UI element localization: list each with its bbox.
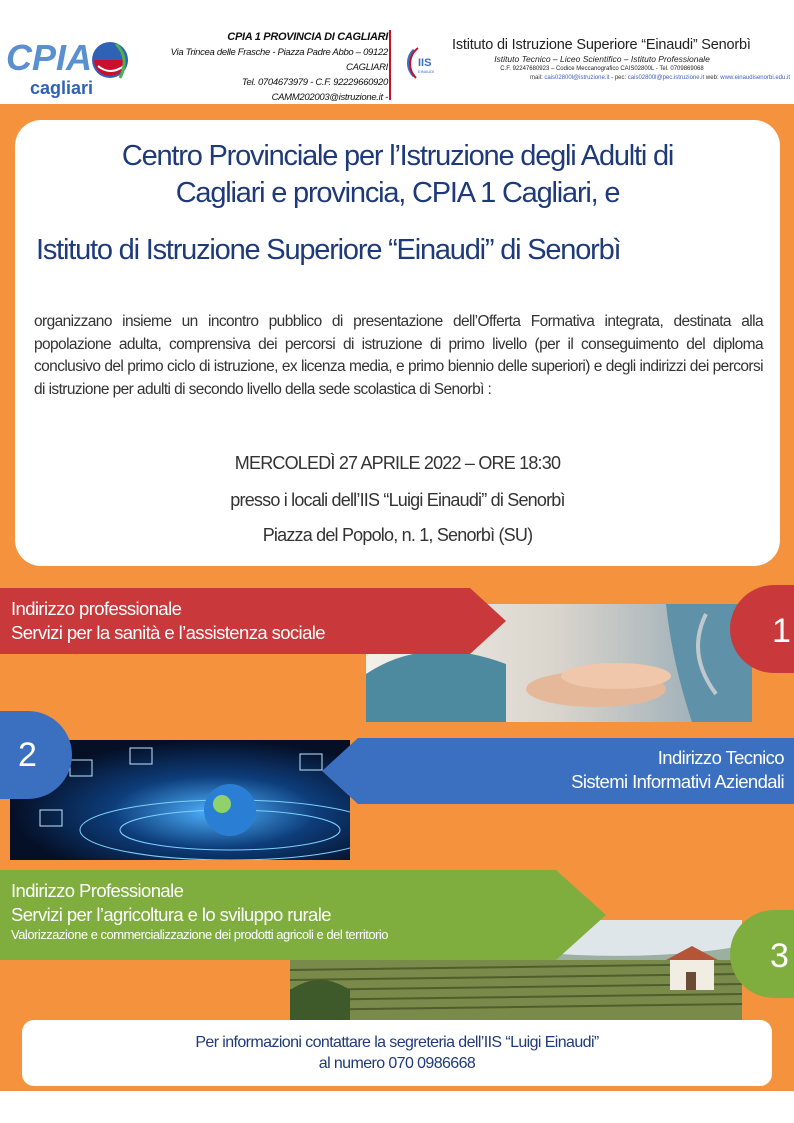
iis-contact-block bbox=[452, 36, 792, 98]
track-2-number: 2 bbox=[18, 735, 37, 774]
cpia-divider bbox=[389, 30, 391, 100]
track-3-number: 3 bbox=[770, 936, 789, 975]
track-1-title: Indirizzo professionale bbox=[11, 598, 182, 619]
cpia-address: Via Trincea delle Frasche - Piazza Padre Abbo – 09122 CAGLIARI bbox=[170, 47, 388, 73]
cpia-contact-block bbox=[148, 30, 388, 103]
track-2-text bbox=[571, 746, 784, 794]
track-1-text bbox=[11, 597, 325, 645]
event-place: presso i locali dell’IIS “Luigi Einaudi” di Senorbì bbox=[230, 490, 565, 510]
iis-subtitle: Istituto Tecnico – Liceo Scientifico – Istituto Professionale bbox=[494, 54, 710, 64]
footer-info bbox=[22, 1032, 772, 1074]
page-title-line3: Istituto di Istruzione Superiore “Einaudi” di Senorbì bbox=[36, 234, 621, 266]
page-title: Centro Provinciale per l’Istruzione degli Adulti di Cagliari e provincia, CPIA 1 Cagliari, e bbox=[121, 140, 674, 209]
track-3-text bbox=[11, 879, 388, 943]
track-1-number: 1 bbox=[772, 611, 791, 650]
track-1-subtitle: Servizi per la sanità e l’assistenza sociale bbox=[11, 622, 325, 643]
iis-pec-link[interactable]: cais02800l@pec.istruzione.it bbox=[627, 75, 705, 81]
header bbox=[0, 0, 794, 104]
iis-logo bbox=[404, 40, 450, 86]
cpia-email: CAMM202003@istruzione.it - bbox=[271, 92, 388, 103]
track-2-subtitle: Sistemi Informativi Aziendali bbox=[571, 771, 784, 792]
track-3-detail: Valorizzazione e commercializzazione dei prodotti agricoli e del territorio bbox=[11, 927, 389, 942]
svg-text:IIS: IIS bbox=[418, 57, 432, 69]
svg-text:cagliari: cagliari bbox=[30, 78, 94, 98]
cpia-logo bbox=[4, 30, 136, 100]
event-date: MERCOLEDÌ 27 APRILE 2022 – ORE 18:30 bbox=[234, 453, 561, 473]
cpia-phone: Tel. 0704673979 - C.F. 92229660920 bbox=[241, 77, 388, 88]
iis-email-link[interactable]: cais02800l@istruzione.it bbox=[544, 75, 610, 81]
footer-phone: al numero 070 0986668 bbox=[318, 1055, 476, 1072]
event-address: Piazza del Popolo, n. 1, Senorbì (SU) bbox=[262, 525, 533, 545]
track-3-title: Indirizzo Professionale bbox=[11, 880, 184, 901]
track-3-subtitle: Servizi per l’agricoltura e lo sviluppo rurale bbox=[11, 904, 331, 925]
iis-title: Istituto di Istruzione Superiore “Einaudi” Senorbì bbox=[452, 37, 751, 53]
track-2-title: Indirizzo Tecnico bbox=[657, 747, 784, 768]
svg-text:EINAUDI: EINAUDI bbox=[418, 69, 435, 74]
intro-paragraph: organizzano insieme un incontro pubblico di presentazione dell’Offerta Formativa integrata, destinata alla popolazione adulta, comprensiva dei percorsi di istruzione di primo livello (per il conseguimento del diploma conclusivo del primo ciclo di istruzione, ex licenza media, e primo biennio delle superiori) e degli indirizzi dei percorsi di istruzione per adulti di secondo livello della sede scolastica di Senorbì : bbox=[34, 313, 763, 398]
iis-web-link[interactable]: www.einaudisenorbi.edu.it bbox=[720, 75, 790, 81]
cpia-name: CPIA 1 PROVINCIA DI CAGLIARI bbox=[227, 31, 388, 43]
footer-line-1: Per informazioni contattare la segreteria dell’IIS “Luigi Einaudi” bbox=[195, 1034, 599, 1051]
iis-contacts: mail: cais02800l@istruzione.it - pec: cais02800l@pec.istruzione.it web: www.einaudisenorbi.edu.it bbox=[529, 75, 790, 81]
iis-fiscal-code: C.F. 92247680923 – Codice Meccanografico CAIS02800L - Tel. 0709869068 bbox=[500, 66, 704, 72]
svg-text:CPIA: CPIA bbox=[6, 37, 93, 78]
